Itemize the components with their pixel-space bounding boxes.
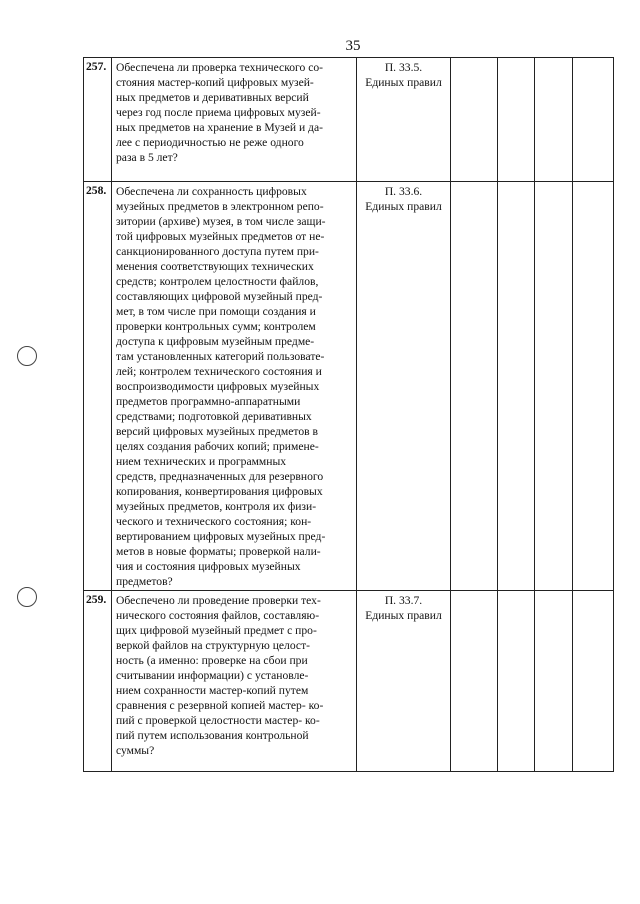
question-text-line: ность (а именно: проверке на сбои при (116, 654, 308, 667)
question-text-line: предметов? (116, 575, 173, 588)
question-text-line: Обеспечено ли проведение проверки тех- (116, 594, 321, 607)
punch-hole-icon (17, 587, 37, 607)
question-text-line: предметов программно-аппаратными (116, 395, 301, 408)
question-text-line: музейных предметов, контроля их физи- (116, 500, 317, 513)
question-text-line: веркой файлов на структурную целост- (116, 639, 310, 652)
question-text-line: ных предметов и деривативных версий (116, 91, 309, 104)
question-text-line: суммы? (116, 744, 155, 757)
question-text-line: щих цифровой музейный предмет с про- (116, 624, 317, 637)
reference-cell (357, 58, 451, 182)
question-text-line: стояния мастер-копий цифровых музей- (116, 76, 314, 89)
question-text-line: санкционированного доступа путем при- (116, 245, 319, 258)
reference-text-line: П. 33.7. (384, 594, 423, 607)
row-number: 259. (84, 591, 112, 772)
question-text-line: вертированием цифровых музейных пред- (116, 530, 326, 543)
question-text-line: считывании информации) с установле- (116, 669, 309, 682)
question-text-line: копирования, конвертирования цифровых (116, 485, 323, 498)
question-text-line: проверки контрольных сумм; контролем (116, 320, 316, 333)
question-text-line: средств, предназначенных для резервного (116, 470, 324, 483)
question-text-line: чия и состояния цифровых музейных (116, 560, 301, 573)
answer-cell (451, 58, 498, 182)
question-text-line: доступа к цифровым музейным предме- (116, 335, 315, 348)
question-text-line: Обеспечена ли проверка технического со- (116, 61, 324, 74)
question-text-line: Обеспечена ли сохранность цифровых (116, 185, 307, 198)
reference-cell (357, 591, 451, 772)
question-text-line: нием сохранности мастер-копий путем (116, 684, 309, 697)
punch-hole-icon (17, 346, 37, 366)
answer-cell (451, 182, 498, 591)
question-text-line: ческого и технического состояния; кон- (116, 515, 312, 528)
question-text-line: через год после приема цифровых музей- (116, 106, 321, 119)
answer-cell (498, 182, 535, 591)
question-text-line: ных предметов на хранение в Музей и да- (116, 121, 323, 134)
question-text-line: лее с периодичностью не реже одного (116, 136, 304, 149)
question-text-line: метов в новые форматы; проверкой нали- (116, 545, 321, 558)
row-number: 257. (84, 58, 112, 182)
answer-cell (573, 58, 614, 182)
row-number: 258. (84, 182, 112, 591)
table-row (84, 182, 614, 591)
question-text-line: средствами; подготовкой деривативных (116, 410, 312, 423)
answer-cell (573, 182, 614, 591)
question-text-line: менения соответствующих технических (116, 260, 314, 273)
answer-cell (535, 591, 573, 772)
question-cell (112, 591, 357, 772)
question-text-line: пий с проверкой целостности мастер- ко- (116, 714, 320, 727)
question-text-line: сравнения с резервной копией мастер- ко- (116, 699, 324, 712)
table-row (84, 58, 614, 182)
question-text-line: зитории (архиве) музея, в том числе защи- (116, 215, 326, 228)
answer-cell (535, 182, 573, 591)
answer-cell (573, 591, 614, 772)
answer-cell (498, 591, 535, 772)
answer-cell (535, 58, 573, 182)
checklist-table (83, 57, 614, 772)
question-text-line: составляющих цифровой музейный пред- (116, 290, 323, 303)
question-text-line: музейных предметов в электронном репо- (116, 200, 324, 213)
table-row (84, 591, 614, 772)
question-text-line: раза в 5 лет? (116, 151, 178, 164)
question-text-line: мет, в том числе при помощи создания и (116, 305, 316, 318)
question-text-line: целях создания рабочих копий; примене- (116, 440, 319, 453)
question-text-line: лей; контролем технического состояния и (116, 365, 322, 378)
question-text-line: нием технических и программных (116, 455, 287, 468)
reference-text-line: Единых правил (365, 609, 442, 622)
reference-text-line: Единых правил (365, 76, 442, 89)
question-text-line: той цифровых музейных предметов от не- (116, 230, 325, 243)
reference-cell (357, 182, 451, 591)
question-cell (112, 58, 357, 182)
question-text-line: нического состояния файлов, составляю- (116, 609, 320, 622)
reference-text-line: П. 33.6. (384, 185, 423, 198)
question-text-line: там установленных категорий пользовате- (116, 350, 325, 363)
question-text-line: воспроизводимости цифровых музейных (116, 380, 320, 393)
answer-cell (498, 58, 535, 182)
question-text-line: средств; контролем целостности файлов, (116, 275, 319, 288)
answer-cell (451, 591, 498, 772)
reference-text-line: П. 33.5. (384, 61, 423, 74)
question-cell (112, 182, 357, 591)
page-number: 35 (345, 38, 361, 54)
reference-text-line: Единых правил (365, 200, 442, 213)
question-text-line: версий цифровых музейных предметов в (116, 425, 318, 438)
question-text-line: пий путем использования контрольной (116, 729, 309, 742)
